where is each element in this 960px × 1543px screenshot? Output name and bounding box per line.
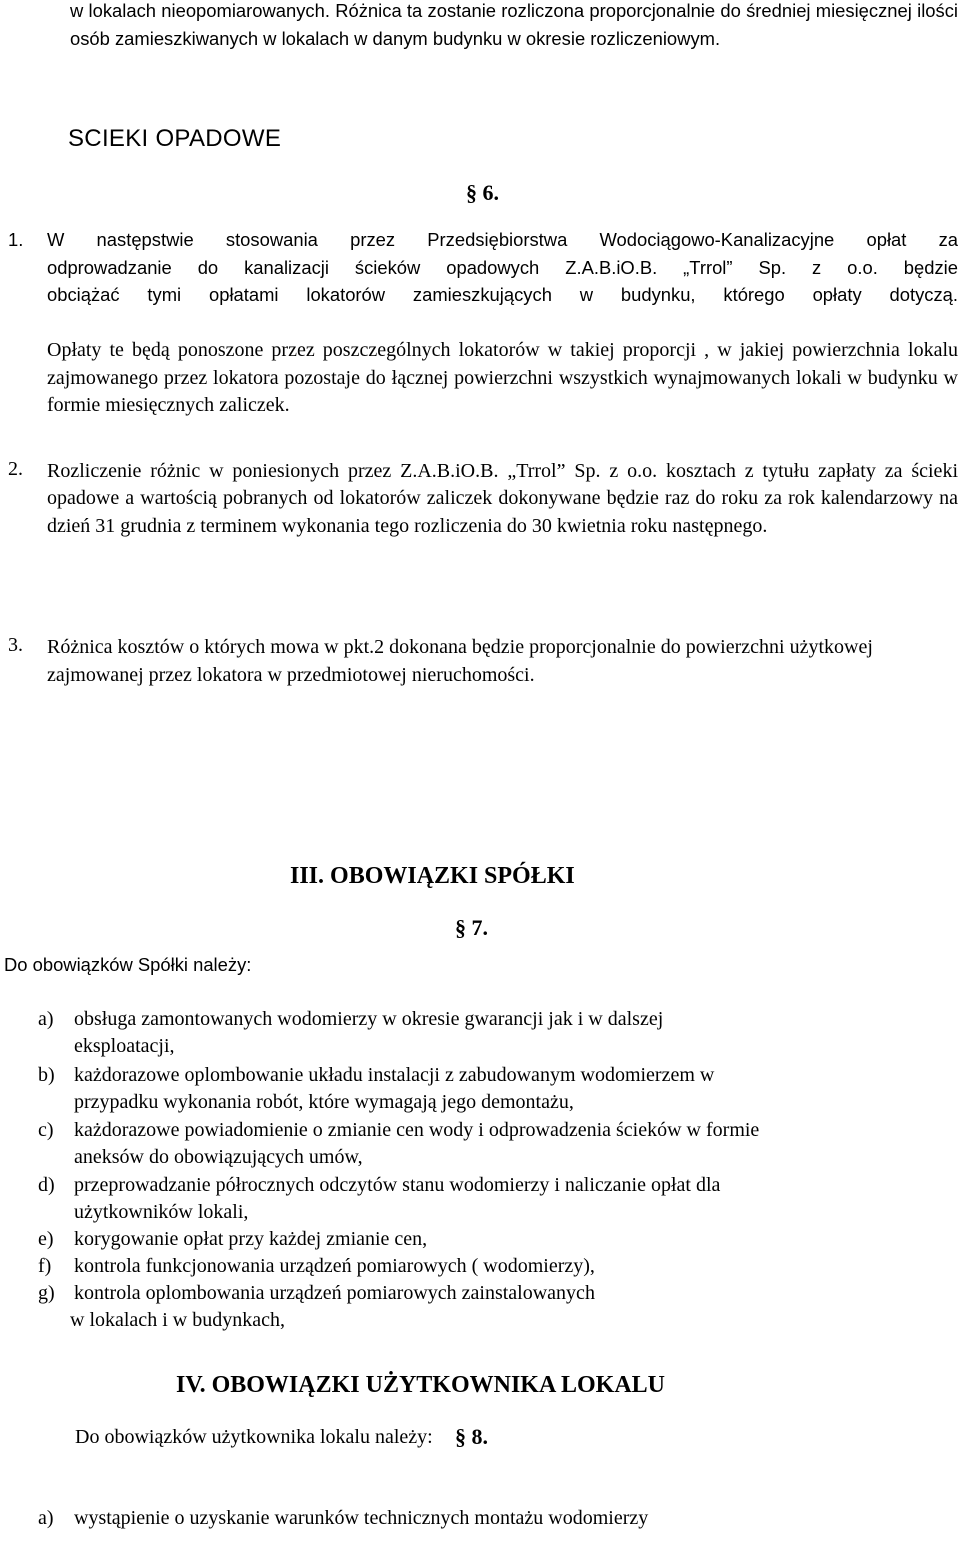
list-label: a) bbox=[38, 1507, 54, 1529]
item-1-line-2: odprowadzanie do kanalizacji ścieków opadowych Z.A.B.iO.B. „Trrol” Sp. z o.o. będzie bbox=[47, 256, 958, 278]
item-1-line-3: obciążać tymi opłatami lokatorów zamieszkujących w budynku, którego opłaty dotyczą. bbox=[47, 284, 958, 305]
paragraph-6-label: § 6. bbox=[466, 180, 499, 205]
paragraph-7-label: § 7. bbox=[455, 915, 488, 940]
item-1-continuation: Opłaty te będą ponoszone przez poszczególnych lokatorów w takiej proporcji , w jakiej powierzchnia lokalu zajmowanego przez lokatora pozostaje do łącznej powierzchni wszystkich wynajmowanych lokali w budynku w formie miesięcznych zaliczek. bbox=[47, 339, 958, 416]
company-duties-intro: Do obowiązków Spółki należy: bbox=[4, 954, 252, 975]
item-1-number: 1. bbox=[8, 229, 24, 250]
list-label: b) bbox=[38, 1064, 55, 1086]
list-label: e) bbox=[38, 1228, 54, 1250]
chapter-3-heading: III. OBOWIĄZKI SPÓŁKI bbox=[290, 863, 575, 889]
list-text: korygowanie opłat przy każdej zmianie cen, bbox=[74, 1228, 428, 1250]
item-3-paragraph: Różnica kosztów o których mowa w pkt.2 dokonana będzie proporcjonalnie do powierzchni użytkowej zajmowanej przez lokatora w przedmiotowej nieruchomości. bbox=[47, 636, 873, 686]
list-text: wystąpienie o uzyskanie warunków technicznych montażu wodomierzy bbox=[74, 1507, 649, 1529]
paragraph-8-label: § 8. bbox=[455, 1424, 488, 1449]
list-text: obsługa zamontowanych wodomierzy w okresie gwarancji jak i w dalszej eksploatacji, bbox=[74, 1008, 664, 1057]
section-heading: SCIEKI OPADOWE bbox=[68, 125, 282, 152]
item-2-number: 2. bbox=[8, 458, 23, 480]
item-1-paragraph bbox=[47, 226, 958, 309]
item-2-paragraph: Rozliczenie różnic w poniesionych przez Z.A.B.iO.B. „Trrol” Sp. z o.o. kosztach z tytułu zapłaty za ścieki opadowe a wartością pobranych od lokatorów zaliczek dokonywane będzie raz do roku za rok kalendarzowy na dzień 31 grudnia z terminem wykonania tego rozliczenia do 30 kwietnia roku następnego. bbox=[47, 460, 958, 537]
chapter-4-heading: IV. OBOWIĄZKI UŻYTKOWNIKA LOKALU bbox=[176, 1372, 665, 1398]
list-text: każdorazowe powiadomienie o zmianie cen wody i odprowadzenia ścieków w formie aneksów do obowiązujących umów, bbox=[74, 1119, 760, 1168]
list-label: a) bbox=[38, 1008, 54, 1030]
list-label: c) bbox=[38, 1119, 54, 1141]
list-label: g) bbox=[38, 1282, 55, 1304]
list-label: f) bbox=[38, 1255, 52, 1277]
list-text: kontrola oplombowania urządzeń pomiarowych zainstalowanych w lokalach i w budynkach, bbox=[70, 1282, 595, 1331]
user-duties-intro: Do obowiązków użytkownika lokalu należy: bbox=[75, 1426, 433, 1448]
list-label: d) bbox=[38, 1174, 55, 1196]
item-1-line-1: W następstwie stosowania przez Przedsiębiorstwa Wodociągowo-Kanalizacyjne opłat za bbox=[47, 229, 958, 250]
intro-paragraph: w lokalach nieopomiarowanych. Różnica ta zostanie rozliczona proporcjonalnie do średniej miesięcznej ilości osób zamieszkiwanych w lokalach w danym budynku w okresie rozliczeniowym. bbox=[70, 0, 958, 49]
list-text: przeprowadzanie półrocznych odczytów stanu wodomierzy i naliczanie opłat dla użytkowników lokali, bbox=[74, 1174, 721, 1223]
list-text: każdorazowe oplombowanie układu instalacji z zabudowanym wodomierzem w przypadku wykonania robót, które wymagają jego demontażu, bbox=[74, 1064, 715, 1113]
list-text: kontrola funkcjonowania urządzeń pomiarowych ( wodomierzy), bbox=[74, 1255, 595, 1277]
item-3-number: 3. bbox=[8, 634, 23, 656]
